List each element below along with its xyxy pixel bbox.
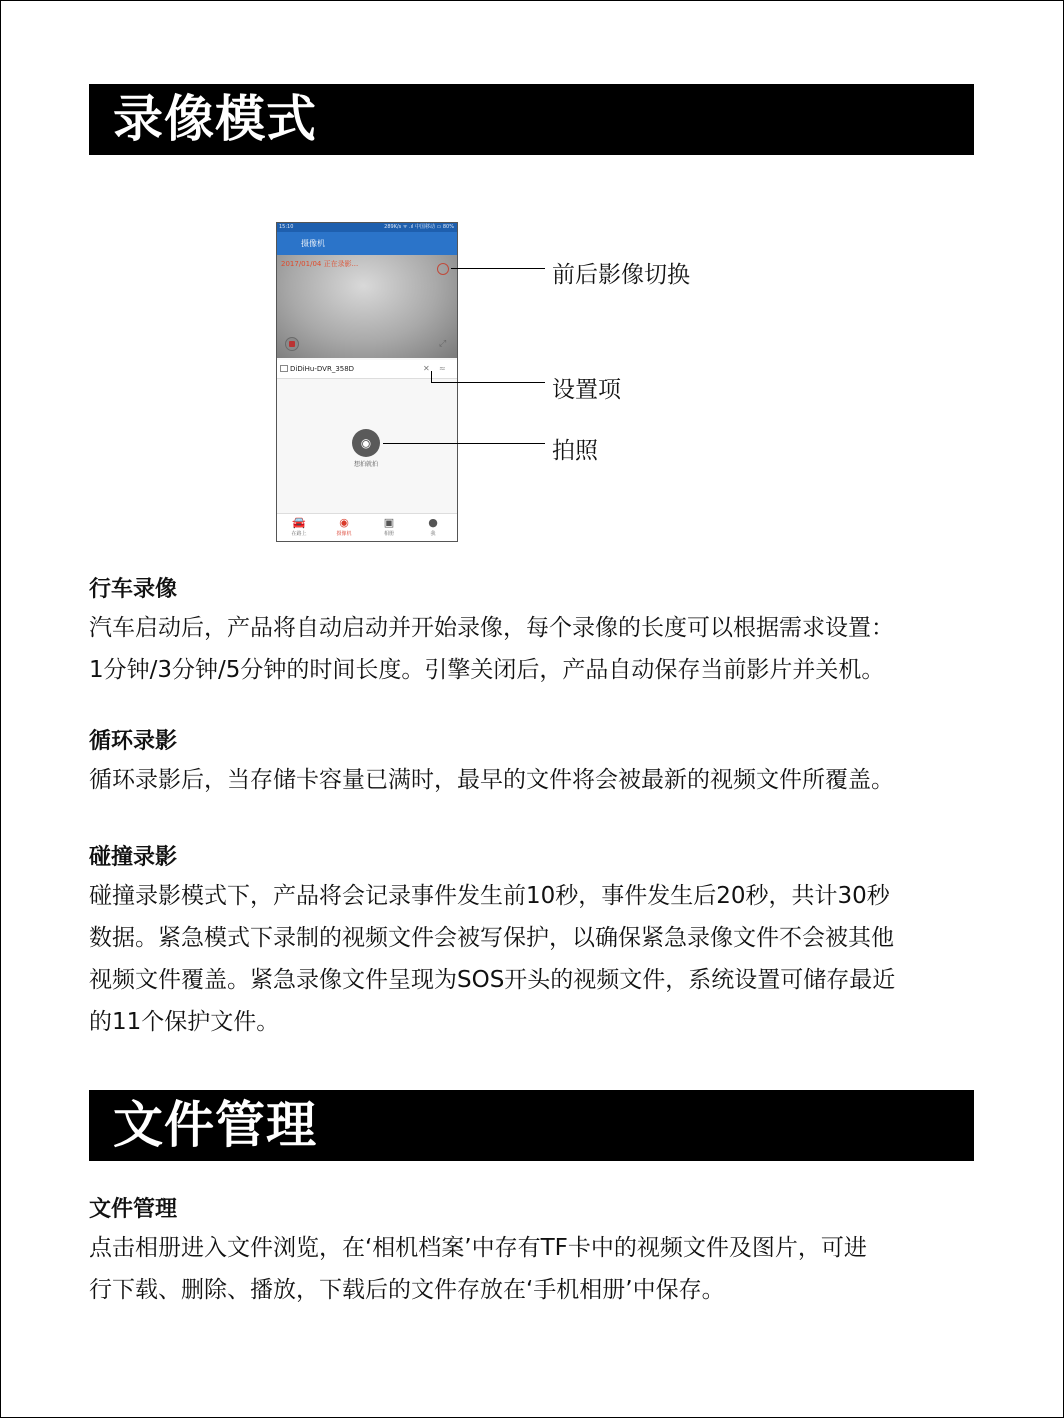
capture-label: 想拍就拍 bbox=[353, 461, 378, 468]
device-name: DiDiHu-DVR_358D bbox=[290, 365, 355, 373]
camera-switch-icon[interactable] bbox=[437, 263, 449, 275]
heading-file-management: 文件管理 bbox=[89, 1197, 178, 1222]
video-preview[interactable] bbox=[277, 255, 457, 358]
paragraph-line: 循环录影后，当存储卡容量已满时，最早的文件将会被最新的视频文件所覆盖。 bbox=[89, 767, 894, 793]
tab-label: 我 bbox=[430, 531, 436, 537]
heading-collision-recording: 碰撞录影 bbox=[89, 845, 178, 870]
status-bar bbox=[277, 223, 457, 232]
tab-label: 在路上 bbox=[291, 531, 307, 537]
tab-me[interactable] bbox=[413, 516, 453, 537]
leader-line-settings-vertical bbox=[431, 371, 432, 383]
paragraph-line: 行下载、删除、播放，下载后的文件存放在‘手机相册’中保存。 bbox=[89, 1277, 725, 1303]
settings-icon[interactable]: ✕ bbox=[423, 364, 430, 373]
callout-photo: 拍照 bbox=[552, 438, 598, 464]
leader-line-settings bbox=[432, 382, 545, 383]
heading-loop-recording: 循环录影 bbox=[89, 729, 178, 754]
leader-line-switch bbox=[451, 268, 545, 269]
device-row bbox=[277, 360, 457, 379]
tab-album[interactable] bbox=[369, 516, 409, 537]
tab-label: 相册 bbox=[383, 531, 394, 537]
person-icon: ● bbox=[428, 516, 438, 529]
app-title: 摄像机 bbox=[301, 239, 325, 248]
paragraph-line: 碰撞录影模式下，产品将会记录事件发生前10秒，事件发生后20秒，共计30秒 bbox=[89, 883, 890, 909]
tab-on-road[interactable] bbox=[279, 516, 319, 537]
camera-icon: ◉ bbox=[360, 436, 372, 450]
paragraph-line: 汽车启动后，产品将自动启动并开始录像，每个录像的长度可以根据需求设置： bbox=[89, 615, 894, 641]
section-title-recording-mode: 录像模式 bbox=[89, 84, 974, 155]
app-bar bbox=[277, 232, 457, 255]
callout-switch: 前后影像切换 bbox=[552, 262, 690, 288]
tab-label: 摄像机 bbox=[336, 531, 352, 537]
tab-bar bbox=[277, 513, 457, 542]
record-icon[interactable] bbox=[285, 337, 299, 351]
tab-camera[interactable] bbox=[324, 516, 364, 537]
paragraph-line: 数据。紧急模式下录制的视频文件会被写保护，以确保紧急录像文件不会被其他 bbox=[89, 925, 894, 951]
leader-line-photo bbox=[383, 443, 545, 444]
callout-settings: 设置项 bbox=[552, 377, 621, 403]
camera-tab-icon: ◉ bbox=[339, 516, 349, 529]
paragraph-line: 1分钟/3分钟/5分钟的时间长度。引擎关闭后，产品自动保存当前影片并关机。 bbox=[89, 657, 885, 683]
fullscreen-icon[interactable]: ⤢ bbox=[439, 339, 447, 349]
paragraph-line: 的11个保护文件。 bbox=[89, 1009, 280, 1035]
wifi-icon: ≈ bbox=[439, 364, 446, 373]
section-title-file-management: 文件管理 bbox=[89, 1090, 974, 1161]
device-checkbox[interactable] bbox=[280, 365, 288, 372]
capture-button[interactable] bbox=[352, 429, 380, 457]
status-time: 15:10 bbox=[279, 224, 294, 230]
status-indicators: 289K/s ᯤ .ıl 中国移动 ▭ 80% bbox=[384, 224, 454, 230]
album-icon: ▣ bbox=[383, 516, 395, 529]
paragraph-line: 视频文件覆盖。紧急录像文件呈现为SOS开头的视频文件，系统设置可储存最近 bbox=[89, 967, 896, 993]
video-timestamp: 2017/01/04 正在录影... bbox=[281, 260, 359, 268]
paragraph-line: 点击相册进入文件浏览，在‘相机档案’中存有TF卡中的视频文件及图片，可进 bbox=[89, 1235, 867, 1261]
heading-driving-recording: 行车录像 bbox=[89, 577, 178, 602]
car-icon: 🚘 bbox=[292, 516, 306, 529]
